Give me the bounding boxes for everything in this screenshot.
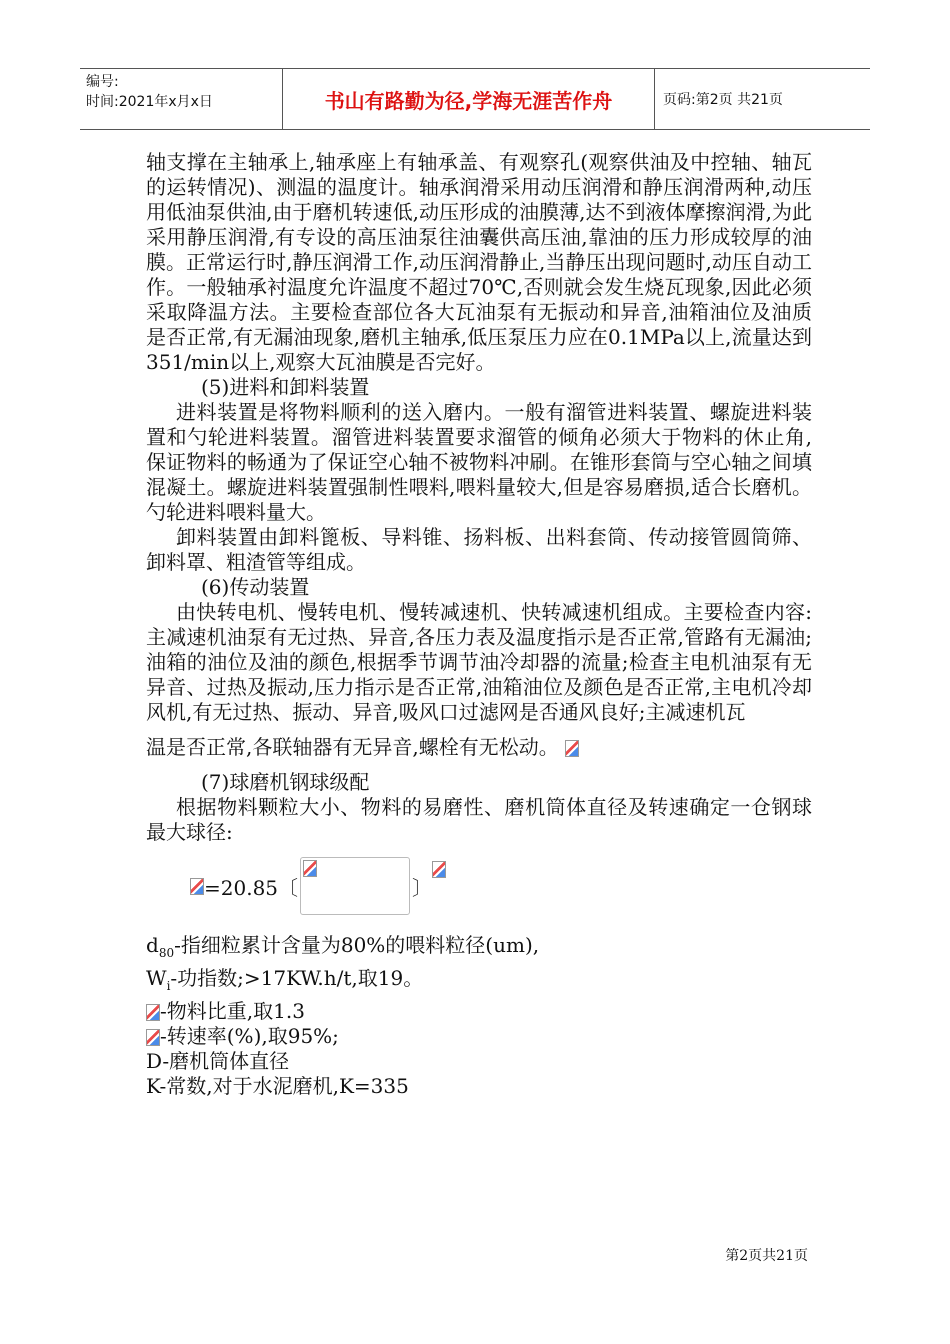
var-speed-rate <box>146 1024 812 1049</box>
var-constant: K-常数,对于水泥磨机,K=335 <box>146 1074 409 1098</box>
document-body <box>146 150 812 1099</box>
var-density-text: -物料比重,取1.3 <box>160 999 305 1023</box>
paragraph-drive-end <box>146 735 812 760</box>
paragraph-feed: 进料装置是将物料顺利的送入磨内。一般有溜管进料装置、螺旋进料装置和勺轮进料装置。溜管进料装置要求溜管的倾角必须大于物料的休止角,保证物料的畅通为了保证空心轴不被物料冲刷。在锥形套筒与空心轴之间填混凝土。螺旋进料装置强制性喂料,喂料量较大,但是容易磨损,适合长磨机。勺轮进料喂料量大。 <box>146 400 812 524</box>
paragraph-drive: 由快转电机、慢转电机、慢转减速机、快转减速机组成。主要检查内容:主减速机油泵有无过热、异音,各压力表及温度指示是否正常,管路有无漏油;油箱的油位及油的颜色,根据季节调节油冷却器的流量;检查主电机油泵有无异音、过热及振动,压力指示是否正常,油箱油位及颜色是否正常,主电机冷却风机,有无过热、振动、异音,吸风口过滤网是否通风良好;主减速机瓦 <box>146 600 812 724</box>
var-d80-symbol: d <box>146 933 159 957</box>
page-footer: 第2页共21页 <box>725 1248 808 1264</box>
var-speed-rate-text: -转速率(%),取95%; <box>160 1024 339 1048</box>
section-heading-7: (7)球磨机钢球级配 <box>201 770 370 794</box>
header-meta <box>80 69 283 129</box>
formula-coefficient: =20.85〔 <box>204 875 299 900</box>
paragraph-discharge: 卸料装置由卸料篦板、导料锥、扬料板、出料套筒、传动接管圆筒筛、卸料罩、粗渣管等组成。 <box>146 525 812 574</box>
doc-code-label: 编号: <box>86 74 119 90</box>
max-ball-diameter-formula <box>190 857 812 915</box>
broken-image-icon <box>565 740 579 757</box>
doc-date-label: 时间:2021年x月x日 <box>86 94 213 110</box>
broken-image-icon <box>432 861 446 878</box>
broken-image-icon <box>146 1004 160 1021</box>
header-motto: 书山有路勤为径,学海无涯苦作舟 <box>283 69 655 129</box>
var-density <box>146 999 812 1024</box>
formula-image-frame <box>300 857 410 915</box>
var-d80-subscript: 80 <box>158 946 175 960</box>
var-d80 <box>146 933 812 966</box>
var-wi-symbol: W <box>146 966 167 990</box>
var-wi-text: -功指数;>17KW.h/t,取19。 <box>170 966 424 990</box>
section-heading-6: (6)传动装置 <box>201 575 310 599</box>
paragraph-bearing: 轴支撑在主轴承上,轴承座上有轴承盖、有观察孔(观察供油及中控轴、轴瓦的运转情况)、测温的温度计。轴承润滑采用动压润滑和静压润滑两种,动压用低油泵供油,由于磨机转速低,动压形成的油膜薄,达不到液体摩擦润滑,为此采用静压润滑,有专设的高压油泵往油囊供高压油,靠油的压力形成较厚的油膜。正常运行时,静压润滑工作,动压润滑静止,当静压出现问题时,动压自动工作。一般轴承衬温度允许温度不超过70℃,否则就会发生烧瓦现象,因此必须采取降温方法。主要检查部位各大瓦油泵有无振动和异音,油箱油位及油质是否正常,有无漏油现象,磨机主轴承,低压泵压力应在0.1MPa以上,流量达到351/min以上,观察大瓦油膜是否完好。 <box>146 150 812 374</box>
paragraph-ball-size: 根据物料颗粒大小、物料的易磨性、磨机筒体直径及转速确定一仓钢球最大球径: <box>146 795 812 844</box>
variable-definitions <box>146 933 812 1099</box>
broken-image-icon <box>190 878 204 895</box>
broken-image-icon <box>303 860 317 877</box>
var-wi <box>146 966 812 999</box>
var-d80-text: -指细粒累计含量为80%的喂料粒径(um), <box>174 933 540 957</box>
broken-image-icon <box>146 1029 160 1046</box>
var-diameter: D-磨机筒体直径 <box>146 1049 290 1073</box>
section-heading-5: (5)进料和卸料装置 <box>201 375 370 399</box>
page-header <box>80 68 870 130</box>
formula-close-bracket: 〕 <box>412 875 433 900</box>
header-page-label: 页码:第2页 共21页 <box>663 92 783 108</box>
paragraph-drive-end-text: 温是否正常,各联轴器有无异音,螺栓有无松动。 <box>146 735 559 759</box>
var-wi-subscript: i <box>166 979 171 993</box>
